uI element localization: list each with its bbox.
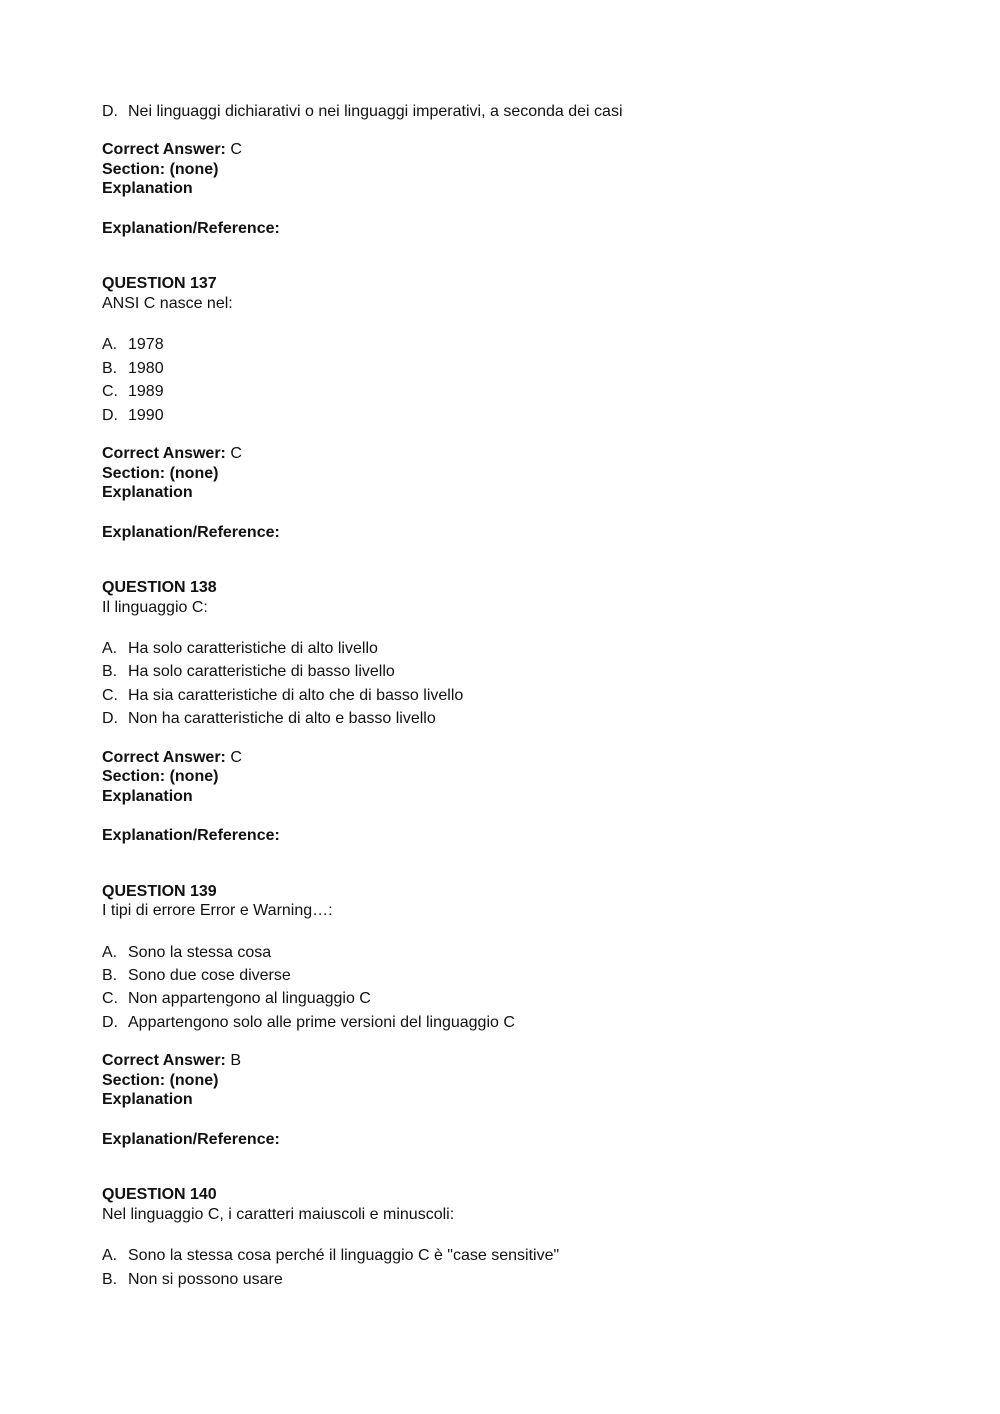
answer-option [102, 941, 962, 964]
section-label: Section: (none) [102, 1071, 219, 1089]
option-letter: D. [102, 1013, 118, 1031]
answer-option [102, 404, 962, 427]
option-letter: D. [102, 406, 118, 424]
option-text: Sono due cose diverse [128, 967, 291, 985]
option-letter: B. [102, 663, 118, 681]
option-text: 1978 [128, 336, 164, 354]
option-text: Non si possono usare [128, 1270, 283, 1288]
answer-option [102, 660, 962, 683]
correct-answer-line [102, 748, 962, 768]
option-letter: A. [102, 1247, 118, 1265]
option-letter: C. [102, 686, 118, 704]
answer-option [102, 1244, 962, 1267]
question-title: QUESTION 139 [102, 882, 217, 900]
correct-answer-line [102, 444, 962, 464]
answer-option [102, 100, 962, 123]
answer-option [102, 987, 962, 1010]
explanation-reference-label: Explanation/Reference: [102, 523, 280, 541]
section-label: Section: (none) [102, 464, 219, 482]
option-text: Non ha caratteristiche di alto e basso livello [128, 710, 436, 728]
explanation-reference-label: Explanation/Reference: [102, 1130, 280, 1148]
option-letter: B. [102, 1270, 118, 1288]
correct-answer-line [102, 1051, 962, 1071]
explanation-reference-label: Explanation/Reference: [102, 827, 280, 845]
option-text: Appartengono solo alle prime versioni del linguaggio C [128, 1013, 515, 1031]
explanation-reference-label: Explanation/Reference: [102, 219, 280, 237]
question-text: Il linguaggio C: [102, 598, 208, 616]
correct-answer-value: C [225, 141, 242, 159]
option-text: Non appartengono al linguaggio C [128, 990, 371, 1008]
correct-answer-value: C [225, 748, 242, 766]
answer-option [102, 684, 962, 707]
answer-option [102, 357, 962, 380]
answer-option [102, 637, 962, 660]
option-letter: D. [102, 103, 118, 120]
option-letter: B. [102, 967, 118, 985]
correct-answer-value: B [225, 1052, 242, 1070]
question-text: ANSI C nasce nel: [102, 294, 233, 312]
option-letter: A. [102, 640, 118, 658]
option-letter: A. [102, 336, 118, 354]
option-text: 1989 [128, 383, 164, 401]
question-text: Nel linguaggio C, i caratteri maiuscoli e minuscoli: [102, 1205, 455, 1223]
explanation-label: Explanation [102, 180, 193, 198]
document-page [102, 100, 962, 1291]
option-letter: C. [102, 990, 118, 1008]
explanation-label: Explanation [102, 787, 193, 805]
option-text: Nei linguaggi dichiarativi o nei linguaggi imperativi, a seconda dei casi [128, 103, 623, 120]
section-label: Section: (none) [102, 768, 219, 786]
question-title: QUESTION 137 [102, 275, 217, 293]
correct-answer-label: Correct Answer: [102, 445, 226, 463]
option-letter: A. [102, 943, 118, 961]
answer-option [102, 1268, 962, 1291]
answer-option [102, 333, 962, 356]
option-letter: B. [102, 359, 118, 377]
option-letter: D. [102, 710, 118, 728]
correct-answer-line [102, 140, 962, 160]
section-label: Section: (none) [102, 160, 219, 178]
answer-option [102, 1011, 962, 1034]
option-letter: C. [102, 383, 118, 401]
question-title: QUESTION 140 [102, 1186, 217, 1204]
option-text: Sono la stessa cosa [128, 943, 272, 961]
correct-answer-label: Correct Answer: [102, 1052, 226, 1070]
option-text: Ha solo caratteristiche di basso livello [128, 663, 395, 681]
question-text: I tipi di errore Error e Warning…: [102, 902, 333, 920]
option-text: 1980 [128, 359, 164, 377]
explanation-label: Explanation [102, 1091, 193, 1109]
option-text: Ha sia caratteristiche di alto che di basso livello [128, 686, 464, 704]
answer-option [102, 380, 962, 403]
correct-answer-label: Correct Answer: [102, 141, 226, 159]
correct-answer-label: Correct Answer: [102, 748, 226, 766]
explanation-label: Explanation [102, 484, 193, 502]
option-text: 1990 [128, 406, 164, 424]
answer-option [102, 964, 962, 987]
question-title: QUESTION 138 [102, 579, 217, 597]
correct-answer-value: C [225, 445, 242, 463]
option-text: Sono la stessa cosa perché il linguaggio C è "case sensitive" [128, 1247, 560, 1265]
option-text: Ha solo caratteristiche di alto livello [128, 640, 378, 658]
answer-option [102, 707, 962, 730]
